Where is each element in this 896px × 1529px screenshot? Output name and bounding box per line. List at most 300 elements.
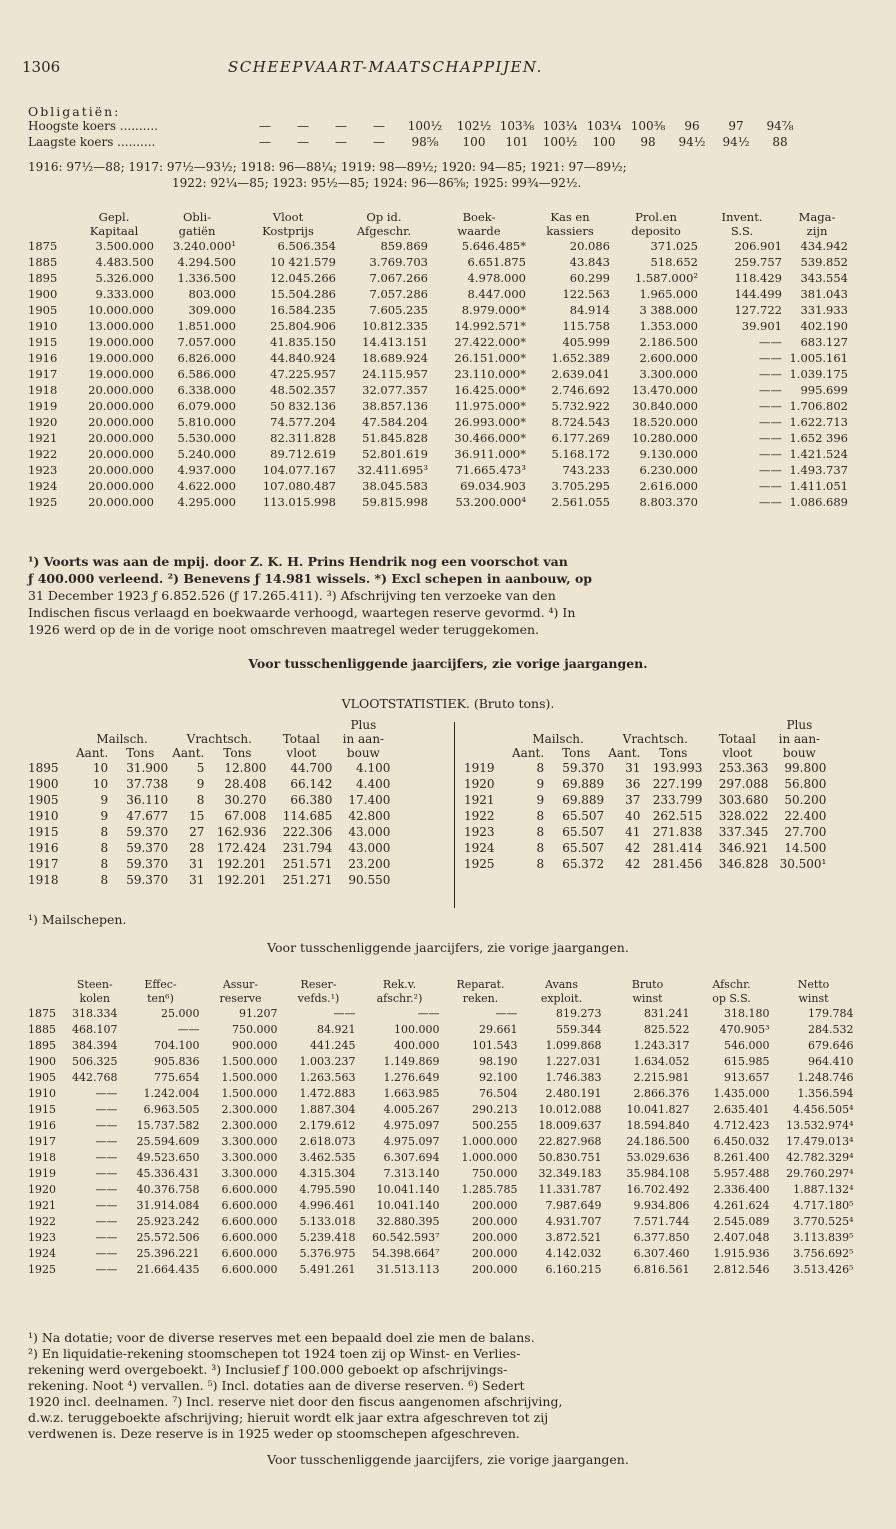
table-cell: 4.996.461 [299, 1199, 356, 1212]
table-cell: 6.450.032 [713, 1135, 770, 1148]
table-cell: —— [759, 415, 782, 429]
table-cell: 5.168.172 [551, 447, 610, 461]
table-row [26, 318, 850, 334]
cell: 101 [505, 135, 529, 149]
table-cell: 36.110 [126, 793, 169, 807]
table-cell: 37.738 [126, 777, 169, 791]
table-cell: 1895 [28, 1039, 56, 1052]
table-cell: 8.724.543 [551, 415, 610, 429]
table-cell: 7.605.235 [369, 303, 428, 317]
table-cell: 25.594.609 [136, 1135, 200, 1148]
table-cell: 60.299 [569, 271, 610, 285]
table-row [26, 1262, 856, 1278]
table-cell: 1921 [28, 431, 58, 445]
table-cell: 59.370 [126, 873, 169, 887]
table-cell: 5.326.000 [95, 271, 154, 285]
table-cell: 4.261.624 [713, 1199, 770, 1212]
table-cell: 31 [189, 873, 205, 887]
running-title: SCHEEPVAART-MAATSCHAPPIJEN. [228, 58, 543, 76]
table-cell: 20.000.000 [88, 415, 154, 429]
table-cell: 14.992.571* [454, 319, 526, 333]
table-cell: Mailsch. [96, 732, 148, 746]
table-cell: 13.532.974⁴ [786, 1119, 854, 1132]
table-cell: —— [759, 463, 782, 477]
table-cell: Obli- [182, 210, 212, 224]
table-row [26, 1022, 856, 1038]
cell: — [259, 135, 271, 149]
table-row [26, 746, 392, 760]
table-cell: 40 [625, 809, 641, 823]
table-cell: 69.034.903 [460, 479, 526, 493]
table-cell: 405.999 [562, 335, 610, 349]
table-cell: 13.000.000 [88, 319, 154, 333]
table-cell: 1917 [28, 1135, 56, 1148]
table-cell: 59.815.998 [362, 495, 428, 509]
table-cell: kassiers [546, 224, 594, 238]
table-cell: 1.005.161 [789, 351, 848, 365]
table-cell: vloot [286, 746, 317, 760]
table-cell: 31.513.113 [376, 1263, 440, 1276]
table-cell: 56.800 [784, 777, 827, 791]
table-row [26, 254, 850, 270]
table-cell: 1.039.175 [789, 367, 848, 381]
table-cell: 104.077.167 [262, 463, 336, 477]
table-cell: afschr.²) [376, 992, 423, 1005]
table-cell: 18.689.924 [362, 351, 428, 365]
table-cell: 559.344 [556, 1023, 602, 1036]
table-cell: 6.338.000 [177, 383, 236, 397]
table-cell: 18.009.637 [538, 1119, 602, 1132]
table-row [26, 824, 392, 840]
table-cell: 1.149.869 [383, 1055, 440, 1068]
table-cell: 1885 [28, 1023, 56, 1036]
table-cell: 1.336.500 [177, 271, 236, 285]
table-cell: 328.022 [718, 809, 769, 823]
table-cell: Afschr. [712, 978, 751, 991]
table-cell: Tons [562, 746, 591, 760]
table-cell: Aant. [172, 746, 205, 760]
spacer [462, 718, 770, 732]
vloot-footnote: ¹) Mailschepen. [28, 912, 127, 927]
cell: 94⅞ [766, 119, 794, 133]
finance-table [26, 978, 856, 1278]
table-cell: 1915 [28, 825, 59, 839]
table-cell: 1885 [28, 255, 58, 269]
table-row [26, 992, 856, 1006]
table-cell: deposito [631, 224, 681, 238]
table-cell: 7.571.744 [633, 1215, 690, 1228]
table-cell: 2.336.400 [713, 1183, 770, 1196]
table-cell: Invent. [721, 210, 763, 224]
table-cell: 8 [536, 841, 545, 855]
table-cell: 1900 [28, 1055, 56, 1068]
table-cell: vefds.¹) [297, 992, 340, 1005]
table-cell: 3.872.521 [545, 1231, 602, 1244]
table-cell: 8.803.370 [639, 495, 698, 509]
cell: — [335, 135, 347, 149]
table-cell: 1.285.785 [461, 1183, 518, 1196]
cell: 103¼ [586, 119, 622, 133]
table-cell: 31 [189, 857, 205, 871]
table-cell: 4.315.304 [299, 1167, 356, 1180]
table-cell: 434.942 [800, 239, 848, 253]
table-cell: —— [759, 367, 782, 381]
table-cell: 381.043 [800, 287, 848, 301]
table-cell: 1.000.000 [461, 1135, 518, 1148]
table-cell: 1910 [28, 319, 58, 333]
table-cell: 4.005.267 [383, 1103, 440, 1116]
table-cell: —— [95, 1167, 118, 1180]
column-divider [454, 722, 455, 908]
table-cell: 16.702.492 [626, 1183, 690, 1196]
capital-table-header [26, 210, 850, 238]
table-cell: 8 [536, 825, 545, 839]
table-cell: 82.311.828 [270, 431, 336, 445]
table-cell: Bruto [631, 978, 664, 991]
table-cell: 76.504 [479, 1087, 518, 1100]
table-cell: 8 [536, 761, 545, 775]
table-cell: 47.677 [126, 809, 169, 823]
table-cell: 15.504.286 [270, 287, 336, 301]
table-cell: 26.993.000* [454, 415, 526, 429]
table-cell: 2.480.191 [545, 1087, 602, 1100]
table-cell: 3.769.703 [369, 255, 428, 269]
table-cell: 5.133.018 [299, 1215, 356, 1228]
table-cell: 8 [100, 857, 109, 871]
table-cell: 6.307.694 [383, 1151, 440, 1164]
note-line: verdwenen is. Deze reserve is in 1925 weder op stoomschepen afgeschreven. [28, 1426, 520, 1441]
table-cell: 2.545.089 [713, 1215, 770, 1228]
table-cell: 233.799 [652, 793, 703, 807]
table-cell: 20.000.000 [88, 383, 154, 397]
table-row [26, 1006, 856, 1022]
table-row [26, 224, 850, 238]
table-cell: 7.987.649 [545, 1199, 602, 1212]
table-cell: 17.479.013⁴ [786, 1135, 854, 1148]
table-cell: 8.979.000* [461, 303, 526, 317]
table-cell: Vrachtsch. [622, 732, 688, 746]
table-cell: Vrachtsch. [186, 732, 252, 746]
table-cell: 107.080.487 [262, 479, 336, 493]
table-row [462, 732, 828, 746]
table-cell: 6.600.000 [221, 1183, 278, 1196]
table-cell: waarde [457, 224, 501, 238]
table-cell: 441.245 [310, 1039, 356, 1052]
table-cell: 4.978.000 [467, 271, 526, 285]
table-cell: 1918 [28, 1151, 56, 1164]
table-cell: 42.782.329⁴ [786, 1151, 854, 1164]
table-cell: —— [759, 351, 782, 365]
note-line: d.w.z. teruggeboekte afschrijving; hieruit wordt elk jaar extra afgeschreven tot zij [28, 1410, 549, 1425]
table-cell: 118.429 [734, 271, 782, 285]
table-cell: 750.000 [232, 1023, 278, 1036]
table-cell: 90.550 [348, 873, 391, 887]
table-cell: 2.407.048 [713, 1231, 770, 1244]
table-cell: 20.000.000 [88, 447, 154, 461]
table-cell: 337.345 [718, 825, 769, 839]
table-cell: 36.911.000* [454, 447, 526, 461]
table-cell: 1.099.868 [545, 1039, 602, 1052]
table-cell: 23.200 [348, 857, 391, 871]
table-cell: Kapitaal [89, 224, 139, 238]
table-cell: Tons [223, 746, 252, 760]
cell: 98 [640, 135, 656, 149]
table-cell: 1919 [28, 1167, 56, 1180]
table-cell: 1.242.004 [143, 1087, 200, 1100]
table-row [26, 350, 850, 366]
table-cell: 3 388.000 [639, 303, 698, 317]
table-cell: 3.500.000 [95, 239, 154, 253]
table-cell: —— [95, 1151, 118, 1164]
table-cell: 59.370 [126, 841, 169, 855]
table-cell: 546.000 [724, 1039, 770, 1052]
cell: — [373, 119, 385, 133]
vloot-header [462, 718, 828, 760]
table-cell: 4.483.500 [95, 255, 154, 269]
table-cell: 99.800 [784, 761, 827, 775]
table-cell: 5.646.485* [461, 239, 526, 253]
table-cell: 8 [536, 809, 545, 823]
table-cell: 27.700 [784, 825, 827, 839]
table-cell: 10 421.579 [270, 255, 336, 269]
table-cell: Reser- [300, 978, 337, 991]
table-cell: 31.900 [126, 761, 169, 775]
note-line: 31 December 1923 ƒ 6.852.526 (ƒ 17.265.411). ³) Afschrijving ten verzoeke van den [28, 588, 556, 603]
table-cell: 24.186.500 [626, 1135, 690, 1148]
cell: 100½ [542, 135, 578, 149]
table-cell: 4.294.500 [177, 255, 236, 269]
cell: 100 [462, 135, 486, 149]
vloot-table-right [462, 718, 828, 872]
table-row [26, 718, 392, 732]
table-cell: 69.889 [562, 777, 605, 791]
table-row [26, 302, 850, 318]
table-cell: 9 [100, 809, 109, 823]
table-cell [26, 732, 74, 746]
table-cell: Mailsch. [532, 732, 584, 746]
table-cell: —— [333, 1007, 356, 1020]
table-row [26, 398, 850, 414]
table-cell: 41.835.150 [270, 335, 336, 349]
table-cell: 859.869 [380, 239, 428, 253]
vloot-header [26, 718, 392, 760]
table-cell: 1924 [28, 1247, 56, 1260]
table-cell: 25.000 [161, 1007, 200, 1020]
table-cell: 5.491.261 [299, 1263, 356, 1276]
table-cell: 4.295.000 [177, 495, 236, 509]
table-cell: 231.794 [282, 841, 333, 855]
table-cell: 1.353.000 [639, 319, 698, 333]
table-cell: 1.851.000 [177, 319, 236, 333]
capital-table [26, 210, 850, 510]
laagste-row [26, 134, 802, 150]
table-cell: 49.523.650 [136, 1151, 200, 1164]
table-cell: 4.142.032 [545, 1247, 602, 1260]
cell: — [373, 135, 385, 149]
table-row [26, 1086, 856, 1102]
table-cell: 1.472.883 [299, 1087, 356, 1100]
table-cell: 704.100 [154, 1039, 200, 1052]
table-row [26, 1102, 856, 1118]
table-cell: 506.325 [72, 1055, 118, 1068]
table-cell: 162.936 [216, 825, 267, 839]
table-cell: 11.331.787 [538, 1183, 602, 1196]
table-cell: 13.470.000 [632, 383, 698, 397]
table-row [26, 1150, 856, 1166]
table-row [26, 840, 392, 856]
table-cell: 144.499 [734, 287, 782, 301]
table-cell: 39.901 [741, 319, 782, 333]
table-cell: 2.746.692 [551, 383, 610, 397]
table-cell: 1875 [28, 239, 58, 253]
table-cell: Effec- [144, 978, 177, 991]
table-cell: 43.000 [348, 825, 391, 839]
table-cell: 200.000 [472, 1263, 518, 1276]
table-cell: Netto [797, 978, 830, 991]
table-cell: 346.921 [718, 841, 769, 855]
table-cell: 4.717.180⁵ [793, 1199, 854, 1212]
table-cell: 750.000 [472, 1167, 518, 1180]
table-cell: 222.306 [282, 825, 333, 839]
table-cell: 1915 [28, 1103, 56, 1116]
table-cell: 29.760.297⁴ [786, 1167, 854, 1180]
table-cell: 825.522 [644, 1023, 690, 1036]
table-cell: 281.414 [652, 841, 703, 855]
table-cell: 114.685 [282, 809, 333, 823]
table-cell: Kas en [550, 210, 590, 224]
table-cell: 15.737.582 [136, 1119, 200, 1132]
table-cell: 206.901 [734, 239, 782, 253]
table-cell: 27.422.000* [454, 335, 526, 349]
table-cell: vloot [722, 746, 753, 760]
table-cell: bouw [782, 746, 816, 760]
table-cell: 12.800 [224, 761, 267, 775]
table-cell: 1.493.737 [789, 463, 848, 477]
table-cell [26, 746, 74, 760]
table-cell: 59.370 [562, 761, 605, 775]
table-cell: 9.130.000 [639, 447, 698, 461]
table-cell: Vloot [272, 210, 304, 224]
table-cell: Tons [126, 746, 155, 760]
table-cell: —— [95, 1215, 118, 1228]
table-cell: 2.616.000 [639, 479, 698, 493]
table-cell: 25.923.242 [136, 1215, 200, 1228]
koers-range-line-1: 1916: 97½—88; 1917: 97½—93½; 1918: 96—88¼; 1919: 98—89½; 1920: 94—85; 1921: 97—89½; [28, 160, 627, 174]
table-cell: 10.812.335 [362, 319, 428, 333]
table-row [26, 1166, 856, 1182]
table-cell: 42 [625, 841, 641, 855]
table-cell: —— [95, 1247, 118, 1260]
table-cell: 20.000.000 [88, 495, 154, 509]
table-cell: 30.500¹ [779, 857, 827, 871]
table-row [26, 760, 392, 776]
table-cell: 1.435.000 [713, 1087, 770, 1100]
table-cell: 32.411.695³ [357, 463, 428, 477]
table-cell: Aant. [76, 746, 109, 760]
table-cell: 20.000.000 [88, 431, 154, 445]
table-cell: 1.965.000 [639, 287, 698, 301]
cell: — [297, 119, 309, 133]
note-line: ƒ 400.000 verleend. ²) Benevens ƒ 14.981 wissels. *) Excl schepen in aanbouw, op [28, 571, 593, 586]
table-row [462, 792, 828, 808]
table-cell: 5.239.418 [299, 1231, 356, 1244]
table-row [462, 856, 828, 872]
cell: 98⅝ [411, 135, 439, 149]
table-cell: 10.280.000 [632, 431, 698, 445]
table-cell: 8.261.400 [713, 1151, 770, 1164]
table-cell: 4.931.707 [545, 1215, 602, 1228]
table-cell: 1.652 396 [789, 431, 848, 445]
table-row [26, 430, 850, 446]
table-cell: 53.200.000⁴ [455, 495, 526, 509]
table-cell: 20.000.000 [88, 463, 154, 477]
table-cell: 1915 [28, 335, 58, 349]
table-cell: 2.866.376 [633, 1087, 690, 1100]
table-cell: 17.400 [348, 793, 391, 807]
table-cell: 3.756.692⁵ [793, 1247, 854, 1260]
table-cell: 9 [100, 793, 109, 807]
table-cell: 1924 [28, 479, 58, 493]
tusschenliggende-note: Voor tusschenliggende jaarcijfers, zie vorige jaargangen. [267, 940, 629, 955]
table-cell: 16.584.235 [270, 303, 336, 317]
table-cell: 1917 [28, 367, 58, 381]
table-cell: 101.543 [472, 1039, 518, 1052]
table-cell: Reparat. [456, 978, 505, 991]
table-cell: 1910 [28, 809, 59, 823]
table-cell: 15 [189, 809, 205, 823]
table-cell: 227.199 [652, 777, 703, 791]
table-cell: 2.215.981 [633, 1071, 690, 1084]
table-cell: 2.600.000 [639, 351, 698, 365]
table-cell: 3.300.000 [221, 1135, 278, 1148]
table-cell: 2.618.073 [299, 1135, 356, 1148]
note-line: rekening. Noot ⁴) vervallen. ⁵) Incl. dotaties aan de diverse reserven. ⁶) Sedert [28, 1378, 525, 1393]
table-cell: 262.515 [652, 809, 703, 823]
table-cell: 1923 [28, 1231, 56, 1244]
table-cell: Totaal [282, 732, 320, 746]
table-row [26, 732, 392, 746]
table-cell: 900.000 [232, 1039, 278, 1052]
table-cell: 290.213 [472, 1103, 518, 1116]
table-cell: 89.712.619 [270, 447, 336, 461]
table-cell [462, 732, 510, 746]
table-row [26, 382, 850, 398]
table-cell: 66.142 [290, 777, 333, 791]
table-cell: 318.180 [724, 1007, 770, 1020]
table-cell: Steen- [76, 978, 113, 991]
table-cell: 10 [92, 761, 109, 775]
table-cell: 1918 [28, 383, 58, 397]
table-cell: reserve [219, 992, 262, 1005]
row-label: Laagste koers .......... [28, 135, 156, 149]
table-cell: 10.000.000 [88, 303, 154, 317]
table-cell: 1.622.713 [789, 415, 848, 429]
table-cell: 25.804.906 [270, 319, 336, 333]
table-cell: 3.113.839⁵ [793, 1231, 854, 1244]
table-cell: Rek.v. [382, 978, 417, 991]
table-cell: 2.300.000 [221, 1119, 278, 1132]
table-cell: 1.243.317 [633, 1039, 690, 1052]
table-cell: 192.201 [216, 873, 267, 887]
table-cell: 84.921 [317, 1023, 356, 1036]
table-cell [26, 210, 72, 224]
table-cell: 1.248.746 [797, 1071, 854, 1084]
table-cell: 8 [100, 873, 109, 887]
table-cell: 193.993 [652, 761, 703, 775]
table-cell: 32.077.357 [362, 383, 428, 397]
table-cell: 8 [100, 825, 109, 839]
table-cell: 1918 [28, 873, 59, 887]
